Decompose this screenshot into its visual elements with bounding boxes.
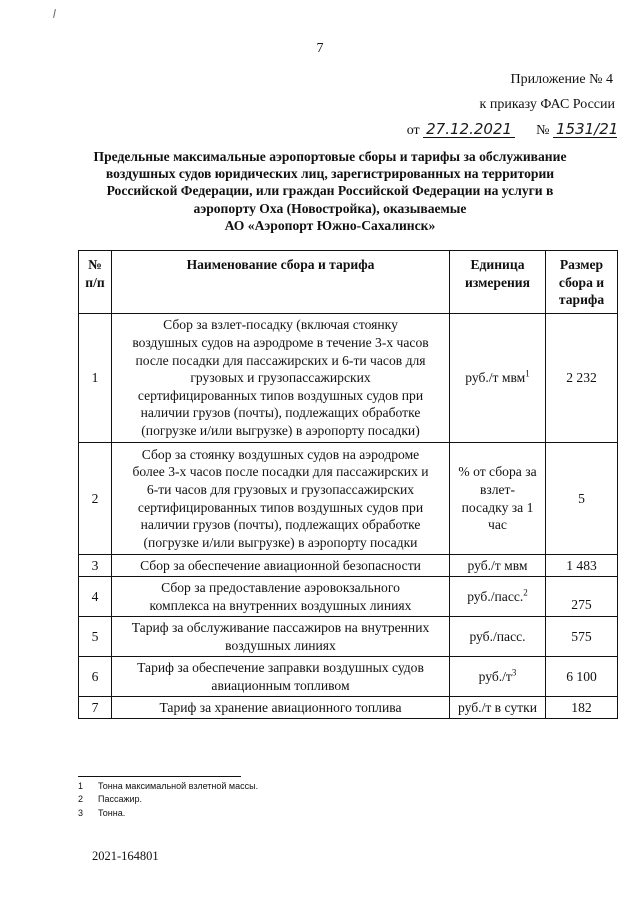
- table-row: [79, 443, 618, 555]
- footnote-item: [78, 780, 258, 793]
- row-num: 7: [79, 697, 112, 719]
- footnotes: [78, 780, 258, 820]
- name-line: Тариф за обслуживание пассажиров на внутренних: [131, 619, 430, 635]
- name-line: Сбор за взлет-посадку (включая стоянку: [163, 317, 398, 333]
- header-size: [546, 251, 618, 314]
- row-num: 6: [79, 657, 112, 697]
- footnote-divider: [78, 776, 241, 777]
- date-prefix: от: [406, 123, 420, 138]
- name-line: Сбор за предоставление аэровокзального: [161, 579, 400, 595]
- row-unit: руб./т мвм: [450, 555, 546, 577]
- header-num-line: №: [88, 257, 102, 272]
- order-date-number: [407, 122, 617, 139]
- header-name: Наименование сбора и тарифа: [112, 251, 450, 314]
- header-num: [79, 251, 112, 314]
- footnote-text: Пассажир.: [98, 794, 143, 805]
- row-unit: [450, 657, 546, 697]
- name-line: воздушных линиях: [225, 637, 336, 653]
- row-size: 6 100: [546, 657, 618, 697]
- table-row: [79, 657, 618, 697]
- title-line: воздушных судов юридических лиц, зарегистрированных на территории: [105, 166, 555, 182]
- tariffs-table: [78, 250, 618, 719]
- header-num-line: п/п: [85, 274, 105, 290]
- unit-line: % от сбора за: [458, 464, 537, 480]
- name-line: сертифицированных типов воздушных судов при: [137, 499, 424, 515]
- row-name: [112, 314, 450, 443]
- footnote-item: [78, 793, 258, 806]
- footnote-number: 3: [78, 807, 84, 818]
- name-line: после посадки для пассажирских и 6-ти часов для: [135, 352, 426, 368]
- header-unit-line: Единица: [470, 257, 525, 272]
- annex-subtitle: к приказу ФАС России: [479, 97, 615, 112]
- table-row: [79, 314, 618, 443]
- row-unit: [450, 443, 546, 555]
- page-number: 7: [316, 41, 324, 56]
- title-line: Российской Федерации, или граждан Российской Федерации на услуги в: [106, 183, 554, 199]
- row-unit: руб./т в сутки: [450, 697, 546, 719]
- table-row: [79, 617, 618, 657]
- row-name: Сбор за обеспечение авиационной безопасности: [112, 555, 450, 577]
- row-size: 5: [546, 443, 618, 555]
- row-unit: [450, 314, 546, 443]
- footnote-ref: 3: [511, 667, 517, 678]
- number-prefix: №: [536, 123, 550, 138]
- unit-line: посадку за 1: [461, 499, 534, 515]
- header-size-line: Размер: [559, 257, 604, 272]
- title-line: АО «Аэропорт Южно-Сахалинск»: [224, 217, 436, 233]
- footnote-ref: 1: [525, 368, 530, 379]
- footnote-number: 1: [78, 781, 84, 791]
- header-size-line: тарифа: [558, 292, 605, 308]
- footnote-text: Тонна максимальной взлетной массы.: [98, 781, 259, 791]
- footnote-ref: 2: [523, 587, 528, 598]
- row-num: 3: [79, 555, 112, 577]
- name-line: Сбор за стоянку воздушных судов на аэродроме: [141, 446, 420, 462]
- name-line: наличии грузов (почты), подлежащих обработке: [140, 517, 421, 533]
- row-num: 2: [79, 443, 112, 555]
- name-line: 6-ти часов для грузовых и грузопассажирских: [146, 481, 415, 497]
- handwritten-date: 27.12.2021: [423, 122, 515, 138]
- unit-text: руб./т мвм: [465, 370, 526, 386]
- name-line: комплекса на внутренних воздушных линиях: [149, 597, 412, 613]
- row-name: [112, 617, 450, 657]
- header-unit: [450, 251, 546, 314]
- row-name: [112, 577, 450, 617]
- name-line: более 3-х часов после посадки для пассажирских и: [132, 464, 429, 480]
- name-line: грузовых и грузопассажирских: [190, 370, 371, 386]
- row-unit: руб./пасс.: [450, 617, 546, 657]
- row-size: 1 483: [546, 555, 618, 577]
- document-title: [80, 148, 580, 234]
- table-row: [79, 697, 618, 719]
- footnote-item: [78, 807, 258, 820]
- row-num: 1: [79, 314, 112, 443]
- unit-text: руб./пасс.: [467, 588, 524, 604]
- name-line: Тариф за обеспечение заправки воздушных судов: [137, 659, 424, 675]
- row-num: 4: [79, 577, 112, 617]
- name-line: (погрузке и/или выгрузке) в аэропорту посадки): [141, 422, 420, 438]
- handwritten-number: 1531/21: [553, 122, 617, 138]
- row-size: 182: [546, 697, 618, 719]
- name-line: авиационным топливом: [211, 677, 350, 693]
- table-header-row: [79, 251, 618, 314]
- row-size: 575: [546, 617, 618, 657]
- row-name: [112, 443, 450, 555]
- title-line: Предельные максимальные аэропортовые сборы и тарифы за обслуживание: [93, 149, 567, 164]
- header-size-line: сбора и: [558, 274, 605, 290]
- scan-artifact: [53, 9, 56, 18]
- row-num: 5: [79, 617, 112, 657]
- unit-line: час: [488, 517, 507, 533]
- table-row: [79, 555, 618, 577]
- header-unit-line: измерения: [464, 274, 530, 290]
- registration-number: 2021-164801: [92, 849, 159, 863]
- row-size: 275: [546, 577, 618, 617]
- table-row: [79, 577, 618, 617]
- unit-text: руб./т: [478, 668, 512, 684]
- annex-title: Приложение № 4: [510, 72, 613, 87]
- footnote-number: 2: [78, 794, 84, 805]
- name-line: воздушных судов на аэродроме в течение 3-х часов: [132, 335, 429, 351]
- footnote-text: Тонна.: [98, 807, 126, 818]
- name-line: (погрузке и/или выгрузке) в аэропорту посадки: [143, 534, 418, 550]
- unit-line: взлет-: [479, 481, 516, 497]
- title-line: аэропорту Оха (Новостройка), оказываемые: [193, 200, 467, 216]
- row-name: [112, 657, 450, 697]
- row-name: Тариф за хранение авиационного топлива: [112, 697, 450, 719]
- row-unit: [450, 577, 546, 617]
- name-line: наличии грузов (почты), подлежащих обработке: [140, 405, 421, 421]
- name-line: сертифицированных типов воздушных судов при: [137, 387, 424, 403]
- row-size: 2 232: [546, 314, 618, 443]
